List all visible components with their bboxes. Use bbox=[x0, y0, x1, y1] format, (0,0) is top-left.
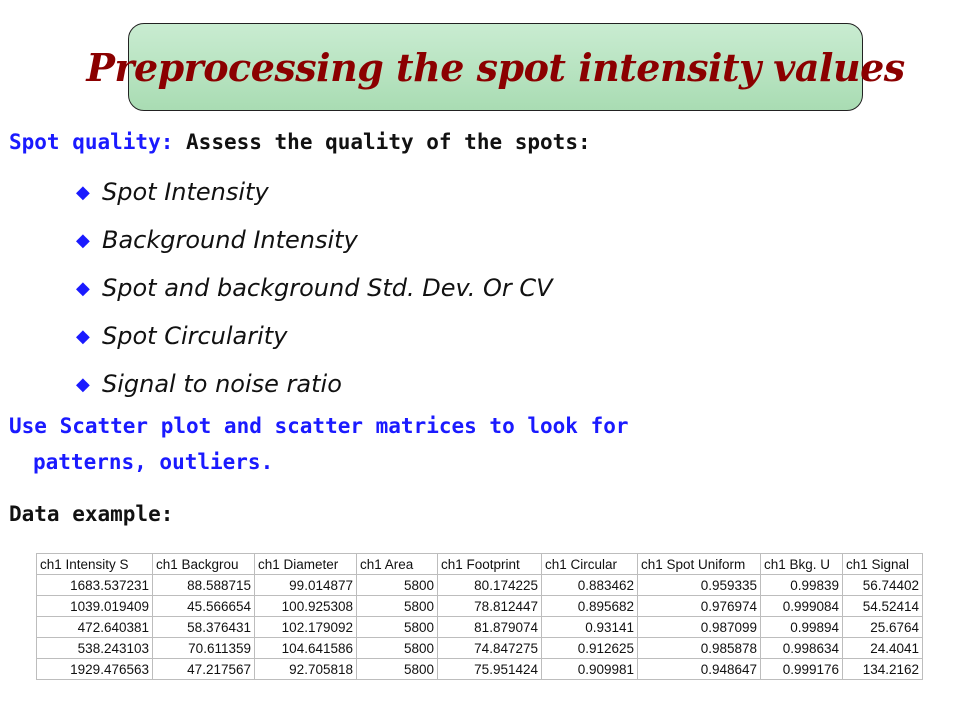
table-cell: 78.812447 bbox=[438, 596, 542, 617]
diamond-bullet-icon: ◆ bbox=[76, 325, 90, 347]
table-cell: 100.925308 bbox=[255, 596, 357, 617]
table-cell: 0.99839 bbox=[761, 575, 843, 596]
table-row bbox=[37, 575, 923, 596]
table-cell: 102.179092 bbox=[255, 617, 357, 638]
column-header: ch1 Diameter bbox=[255, 554, 357, 575]
quality-bullet-list bbox=[76, 168, 553, 408]
scatter-note-line2: patterns, outliers. bbox=[33, 450, 274, 474]
table-cell: 5800 bbox=[357, 638, 438, 659]
table-cell: 472.640381 bbox=[37, 617, 153, 638]
table-cell: 80.174225 bbox=[438, 575, 542, 596]
table-cell: 45.566654 bbox=[153, 596, 255, 617]
table-cell: 0.999176 bbox=[761, 659, 843, 680]
table-cell: 0.895682 bbox=[542, 596, 638, 617]
column-header: ch1 Footprint bbox=[438, 554, 542, 575]
data-example-table bbox=[36, 553, 923, 680]
bullet-item bbox=[76, 264, 553, 312]
spot-quality-text: Assess the quality of the spots: bbox=[186, 130, 591, 154]
column-header: ch1 Area bbox=[357, 554, 438, 575]
table-cell: 134.2162 bbox=[843, 659, 923, 680]
table-cell: 54.52414 bbox=[843, 596, 923, 617]
table-cell: 0.99894 bbox=[761, 617, 843, 638]
bullet-item bbox=[76, 312, 553, 360]
table-cell: 88.588715 bbox=[153, 575, 255, 596]
table-cell: 25.6764 bbox=[843, 617, 923, 638]
table-cell: 81.879074 bbox=[438, 617, 542, 638]
table-cell: 0.909981 bbox=[542, 659, 638, 680]
bullet-item bbox=[76, 168, 553, 216]
diamond-bullet-icon: ◆ bbox=[76, 229, 90, 251]
table-cell: 104.641586 bbox=[255, 638, 357, 659]
table-cell: 5800 bbox=[357, 617, 438, 638]
column-header: ch1 Signal bbox=[843, 554, 923, 575]
diamond-bullet-icon: ◆ bbox=[76, 181, 90, 203]
table-cell: 99.014877 bbox=[255, 575, 357, 596]
bullet-text: Spot Circularity bbox=[102, 322, 288, 350]
table-row bbox=[37, 659, 923, 680]
table-cell: 47.217567 bbox=[153, 659, 255, 680]
bullet-text: Spot Intensity bbox=[102, 178, 269, 206]
data-example-label: Data example: bbox=[9, 502, 174, 526]
table-cell: 538.243103 bbox=[37, 638, 153, 659]
bullet-text: Signal to noise ratio bbox=[102, 370, 342, 398]
slide-title: Preprocessing the spot intensity values bbox=[86, 44, 905, 90]
table-cell: 5800 bbox=[357, 596, 438, 617]
table-row bbox=[37, 617, 923, 638]
table-cell: 5800 bbox=[357, 575, 438, 596]
table-header-row bbox=[37, 554, 923, 575]
column-header: ch1 Intensity S bbox=[37, 554, 153, 575]
table-cell: 1683.537231 bbox=[37, 575, 153, 596]
table-cell: 0.999084 bbox=[761, 596, 843, 617]
table-cell: 92.705818 bbox=[255, 659, 357, 680]
bullet-text: Spot and background Std. Dev. Or CV bbox=[102, 274, 553, 302]
table-cell: 1929.476563 bbox=[37, 659, 153, 680]
bullet-text: Background Intensity bbox=[102, 226, 358, 254]
table-cell: 0.883462 bbox=[542, 575, 638, 596]
column-header: ch1 Backgrou bbox=[153, 554, 255, 575]
table-cell: 0.987099 bbox=[638, 617, 761, 638]
column-header: ch1 Circular bbox=[542, 554, 638, 575]
table-cell: 24.4041 bbox=[843, 638, 923, 659]
bullet-item bbox=[76, 360, 553, 408]
table-cell: 74.847275 bbox=[438, 638, 542, 659]
column-header: ch1 Bkg. U bbox=[761, 554, 843, 575]
table-cell: 0.912625 bbox=[542, 638, 638, 659]
table-cell: 0.998634 bbox=[761, 638, 843, 659]
scatter-note bbox=[9, 408, 629, 480]
table-cell: 0.93141 bbox=[542, 617, 638, 638]
table-cell: 0.959335 bbox=[638, 575, 761, 596]
spot-quality-line bbox=[9, 130, 591, 154]
table-cell: 5800 bbox=[357, 659, 438, 680]
table-row bbox=[37, 638, 923, 659]
spot-quality-label: Spot quality: bbox=[9, 130, 174, 154]
table-row bbox=[37, 596, 923, 617]
column-header: ch1 Spot Uniform bbox=[638, 554, 761, 575]
scatter-note-line1: Use Scatter plot and scatter matrices to look for bbox=[9, 414, 629, 438]
table-cell: 75.951424 bbox=[438, 659, 542, 680]
table-cell: 70.611359 bbox=[153, 638, 255, 659]
table-cell: 56.74402 bbox=[843, 575, 923, 596]
title-banner bbox=[86, 23, 905, 111]
diamond-bullet-icon: ◆ bbox=[76, 373, 90, 395]
table-cell: 0.985878 bbox=[638, 638, 761, 659]
table-cell: 1039.019409 bbox=[37, 596, 153, 617]
diamond-bullet-icon: ◆ bbox=[76, 277, 90, 299]
table-cell: 58.376431 bbox=[153, 617, 255, 638]
table-cell: 0.948647 bbox=[638, 659, 761, 680]
bullet-item bbox=[76, 216, 553, 264]
table-cell: 0.976974 bbox=[638, 596, 761, 617]
